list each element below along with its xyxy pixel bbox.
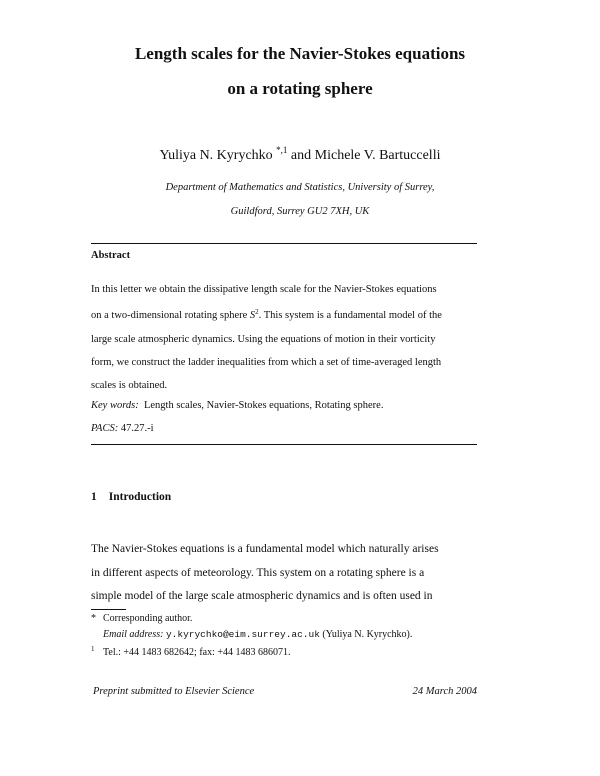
intro-line-3: simple model of the large scale atmospheric dynamics and is often used in <box>91 590 433 602</box>
author-1-marks: *,1 <box>276 145 288 155</box>
abstract-line-5: scales is obtained. <box>91 380 168 392</box>
footnote-rule <box>91 609 126 610</box>
affiliation-line-1: Department of Mathematics and Statistics, University of Surrey, <box>165 182 435 193</box>
email-owner: (Yuliya N. Kyrychko). <box>322 629 413 640</box>
intro-line-2: in different aspects of meteorology. This system on a rotating sphere is a <box>91 566 425 579</box>
abstract-line-4: form, we construct the ladder inequalities from which a set of time-averaged length <box>91 356 442 368</box>
abstract-line-2-end: . This system is a fundamental model of the <box>258 310 442 322</box>
intro-paragraph <box>91 538 477 609</box>
keywords-value: Length scales, Navier-Stokes equations, Rotating sphere. <box>143 400 384 411</box>
footnote-corresponding <box>91 613 192 624</box>
author-1: Yuliya N. Kyrychko <box>159 148 273 163</box>
pacs <box>91 423 154 434</box>
author-2: Michele V. Bartuccelli <box>314 148 441 163</box>
footnote-star-mark: * <box>91 613 96 624</box>
section-title: Introduction <box>108 491 172 503</box>
footnote-star-text: Corresponding author. <box>103 613 193 624</box>
pacs-label: PACS: <box>91 423 119 434</box>
abstract-line-1: In this letter we obtain the dissipative length scale for the Navier-Stokes equations <box>91 284 437 295</box>
author-joiner: and <box>290 148 312 163</box>
section-heading <box>91 491 171 503</box>
footnote-email <box>91 629 412 640</box>
keywords <box>91 400 383 411</box>
pacs-value: 47.27.-i <box>120 423 154 434</box>
abstract-heading: Abstract <box>91 250 131 261</box>
section-number: 1 <box>91 491 97 503</box>
author-list <box>0 145 600 164</box>
footnote-one-text: Tel.: +44 1483 682642; fax: +44 1483 686071. <box>103 647 291 658</box>
affiliation-line-2: Guildford, Surrey GU2 7XH, UK <box>230 206 370 217</box>
sphere-exponent: 2 <box>255 308 259 317</box>
abstract-line-2-start: on a two-dimensional rotating sphere <box>91 310 250 322</box>
email-label: Email address: <box>103 629 164 640</box>
sphere-symbol: S <box>249 310 256 322</box>
footnote-contact <box>91 645 291 658</box>
footer-date: 24 March 2004 <box>412 686 477 697</box>
paper-title-line-2: on a rotating sphere <box>227 79 373 98</box>
abstract-body <box>91 278 477 397</box>
abstract-line-2 <box>91 301 477 327</box>
abstract-line-3: large scale atmospheric dynamics. Using the equations of motion in their vorticity <box>91 333 436 345</box>
footnote-one-mark: 1 <box>91 645 95 653</box>
footer-preprint: Preprint submitted to Elsevier Science <box>93 686 255 697</box>
intro-line-1: The Navier-Stokes equations is a fundamental model which naturally arises <box>91 543 439 555</box>
paper-title-line-1: Length scales for the Navier-Stokes equations <box>134 44 466 63</box>
keywords-label: Key words: <box>91 400 139 411</box>
abstract-top-rule <box>91 243 477 244</box>
email-address[interactable]: y.kyrychko@eim.surrey.ac.uk <box>165 629 320 640</box>
abstract-bottom-rule <box>91 444 477 445</box>
